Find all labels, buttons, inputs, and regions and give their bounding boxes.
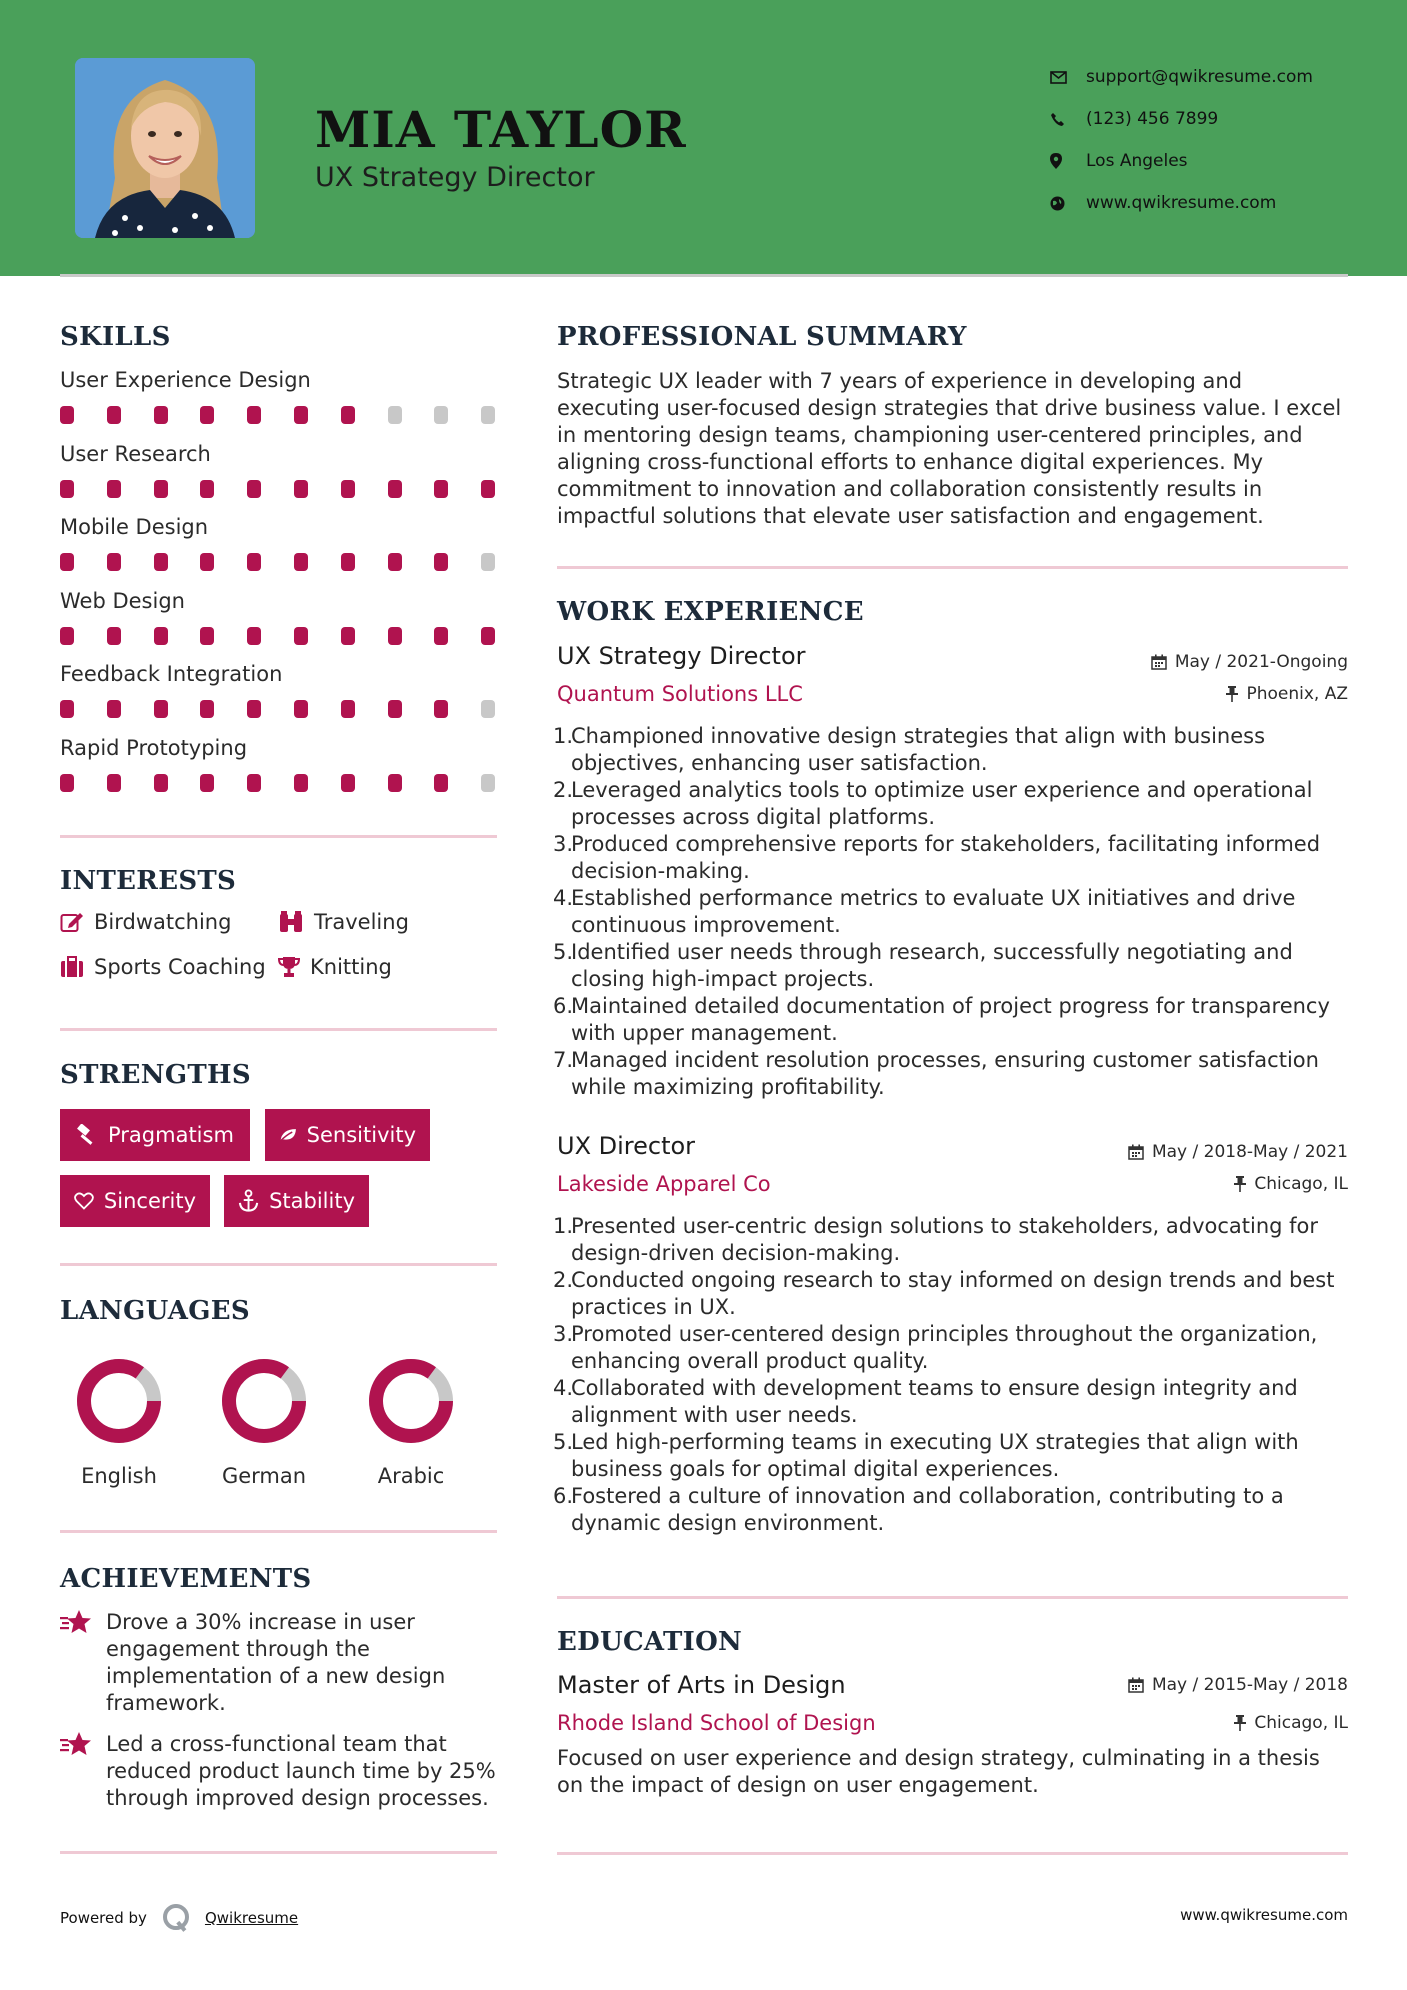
skill-dot-filled [200, 480, 214, 498]
skill-dot-filled [434, 774, 448, 792]
contact-list [1050, 56, 1313, 224]
map-pin-icon [1050, 153, 1086, 169]
bullet-number: 2. [553, 1268, 574, 1292]
summary-title: PROFESSIONAL SUMMARY [557, 322, 967, 352]
summary-divider [557, 566, 1348, 569]
skill-dot-filled [60, 700, 74, 718]
contact-email-text: support@qwikresume.com [1086, 67, 1313, 87]
achievements-title: ACHIEVEMENTS [60, 1564, 312, 1594]
contact-website[interactable] [1050, 182, 1313, 224]
job-dates [1151, 652, 1348, 672]
skill-name: User Research [60, 441, 211, 466]
job-bullet [553, 1429, 1347, 1483]
resume-header [0, 0, 1407, 276]
skill-dot-filled [107, 480, 121, 498]
bullet-number: 5. [553, 940, 574, 964]
skill-dot-filled [200, 700, 214, 718]
job-bullet [553, 993, 1347, 1047]
skill-dot-empty [434, 406, 448, 424]
bullet-text: Maintained detailed documentation of project progress for transparency with upper management. [571, 994, 1330, 1045]
job-company: Lakeside Apparel Co [557, 1172, 771, 1196]
skill-dot-filled [481, 627, 495, 645]
bullet-number: 5. [553, 1430, 574, 1454]
bullet-number: 1. [553, 724, 574, 748]
skill-dot-filled [107, 406, 121, 424]
pushpin-icon [1226, 686, 1238, 702]
bullet-text: Identified user needs through research, successfully negotiating and closing high-impact projects. [571, 940, 1293, 991]
summary-text: Strategic UX leader with 7 years of experience in developing and executing user-focused design strategies that drive business value. I excel in mentoring design teams, championing user-centered principles, and aligning cross-functional efforts to enhance digital experiences. My commitment to innovation and collaboration consistently results in impactful solutions that elevate user satisfaction and engagement. [557, 369, 1342, 528]
job-dates-text: May / 2021-Ongoing [1174, 652, 1348, 672]
strength-label: Stability [269, 1189, 355, 1213]
language-donut [219, 1356, 309, 1446]
language-donut [74, 1356, 164, 1446]
achievement-item [60, 1609, 500, 1717]
qwikresume-logo-icon [161, 1902, 193, 1934]
job-bullet [553, 723, 1347, 777]
skill-dot-filled [341, 627, 355, 645]
skill-dot-filled [200, 553, 214, 571]
skill-dot-filled [154, 627, 168, 645]
qwikresume-link[interactable]: Qwikresume [204, 1909, 299, 1927]
strength-badge [224, 1175, 369, 1227]
skill-dot-filled [60, 553, 74, 571]
interests-divider [60, 1028, 497, 1031]
skill-dot-filled [434, 627, 448, 645]
skill-rating [60, 553, 500, 571]
bullet-text: Promoted user-centered design principles throughout the organization, enhancing overall product quality. [571, 1322, 1318, 1373]
strength-label: Sincerity [103, 1189, 196, 1213]
bullet-text: Produced comprehensive reports for stakeholders, facilitating informed decision-making. [571, 832, 1321, 883]
bullet-number: 3. [553, 1322, 574, 1346]
pushpin-icon [1234, 1176, 1246, 1192]
profile-photo [75, 58, 255, 238]
skill-dot-filled [154, 774, 168, 792]
skill-dot-filled [388, 627, 402, 645]
skill-dot-filled [341, 480, 355, 498]
job-dates-text: May / 2018-May / 2021 [1151, 1142, 1348, 1162]
skill-name: User Experience Design [60, 368, 311, 392]
language-label: German [221, 1464, 307, 1488]
job-company: Quantum Solutions LLC [557, 682, 803, 706]
trophy-icon [278, 956, 300, 978]
contact-website-text: www.qwikresume.com [1086, 193, 1277, 213]
skill-dot-filled [60, 627, 74, 645]
language-donut [366, 1356, 456, 1446]
job-location [1226, 684, 1348, 704]
skill-dot-empty [388, 406, 402, 424]
pushpin-icon [1234, 1715, 1246, 1731]
bullet-text: Managed incident resolution processes, ensuring customer satisfaction while maximizing profitability. [571, 1048, 1319, 1099]
job-bullets [553, 1213, 1347, 1537]
contact-phone[interactable] [1050, 98, 1313, 140]
edit-icon [60, 911, 84, 933]
language-item [346, 1356, 476, 1488]
skill-dot-filled [60, 480, 74, 498]
skill-dot-filled [434, 553, 448, 571]
language-label: Arabic [377, 1464, 445, 1488]
job-bullet [553, 1483, 1347, 1537]
skill-dot-filled [107, 553, 121, 571]
skill-dot-filled [294, 553, 308, 571]
strength-badge [60, 1109, 250, 1161]
job-bullet [553, 1321, 1347, 1375]
job-bullets [553, 723, 1347, 1101]
contact-email[interactable] [1050, 56, 1313, 98]
skill-dot-empty [481, 700, 495, 718]
skill-rating [60, 627, 500, 645]
contact-location-text: Los Angeles [1086, 151, 1188, 171]
achievements-divider [60, 1851, 497, 1854]
interest-label: Sports Coaching [94, 955, 266, 979]
languages-title: LANGUAGES [60, 1296, 250, 1326]
education-title: EDUCATION [557, 1627, 743, 1657]
strength-label: Sensitivity [306, 1123, 416, 1147]
job-bullet [553, 777, 1347, 831]
education-dates [1128, 1675, 1348, 1695]
skill-dot-filled [247, 627, 261, 645]
bullet-text: Fostered a culture of innovation and collaboration, contributing to a dynamic design environment. [571, 1484, 1284, 1535]
skill-dot-filled [388, 700, 402, 718]
degree-title: Master of Arts in Design [557, 1671, 846, 1699]
skill-dot-filled [294, 700, 308, 718]
skill-dot-filled [434, 700, 448, 718]
bullet-text: Presented user-centric design solutions to stakeholders, advocating for design-driven decision-making. [571, 1214, 1319, 1265]
bullet-number: 6. [553, 994, 574, 1018]
skill-dot-empty [481, 553, 495, 571]
footer-brand [60, 1902, 298, 1934]
skill-dot-filled [200, 406, 214, 424]
skill-dot-filled [341, 553, 355, 571]
interest-label: Traveling [314, 910, 409, 934]
skill-name: Feedback Integration [60, 662, 283, 686]
bullet-text: Leveraged analytics tools to optimize user experience and operational processes across digital platforms. [571, 778, 1313, 829]
education-text: Focused on user experience and design strategy, culminating in a thesis on the impact of design on user engagement. [557, 1746, 1320, 1797]
bullet-number: 6. [553, 1484, 574, 1508]
calendar-icon [1151, 654, 1167, 670]
job-title: UX Director [557, 1132, 696, 1160]
bullet-text: Led high-performing teams in executing UX strategies that align with business goals for optimal digital experiences. [571, 1430, 1299, 1481]
candidate-name: MIA TAYLOR [315, 100, 687, 159]
job-bullet [553, 1213, 1347, 1267]
skill-dot-filled [60, 774, 74, 792]
skill-dot-filled [481, 480, 495, 498]
bullet-number: 4. [553, 886, 574, 910]
skill-dot-filled [200, 627, 214, 645]
skill-dot-filled [388, 553, 402, 571]
achievement-text: Drove a 30% increase in user engagement through the implementation of a new design framework. [106, 1610, 446, 1715]
skill-rating [60, 480, 500, 498]
skill-rating [60, 774, 500, 792]
skill-dot-filled [434, 480, 448, 498]
skills-title: SKILLS [60, 322, 171, 352]
interest-item [60, 910, 231, 934]
skill-name: Web Design [60, 588, 185, 613]
skill-name: Mobile Design [60, 515, 209, 539]
skill-rating [60, 700, 500, 718]
skills-divider [60, 835, 497, 838]
bullet-text: Established performance metrics to evaluate UX initiatives and drive continuous improvement. [571, 886, 1296, 937]
language-label: English [81, 1464, 157, 1488]
skill-dot-filled [341, 774, 355, 792]
briefcase-icon [60, 956, 84, 978]
job-bullet [553, 885, 1347, 939]
bullet-number: 3. [553, 832, 574, 856]
job-location-text: Chicago, IL [1254, 1174, 1348, 1194]
interest-label: Birdwatching [94, 910, 232, 934]
achievement-text: Led a cross-functional team that reduced product launch time by 25% through improved design processes. [106, 1732, 496, 1810]
skill-dot-filled [60, 406, 74, 424]
skill-dot-empty [481, 406, 495, 424]
strengths-title: STRENGTHS [60, 1060, 251, 1090]
binoculars-icon [278, 911, 304, 933]
skill-dot-filled [154, 700, 168, 718]
leaf-icon [279, 1125, 297, 1145]
globe-icon [1050, 196, 1086, 211]
contact-location [1050, 140, 1313, 182]
header-divider [60, 274, 1348, 277]
powered-by-text: Powered by [60, 1909, 147, 1927]
skill-name: Rapid Prototyping [60, 735, 248, 760]
skill-dot-filled [107, 627, 121, 645]
job-bullet [553, 939, 1347, 993]
contact-phone-text: (123) 456 7899 [1086, 109, 1219, 129]
work-title: WORK EXPERIENCE [557, 597, 864, 627]
phone-icon [1050, 112, 1086, 127]
bullet-number: 1. [553, 1214, 574, 1238]
education-location-text: Chicago, IL [1254, 1713, 1348, 1733]
skill-dot-filled [200, 774, 214, 792]
job-location [1234, 1174, 1348, 1194]
skill-dot-filled [154, 480, 168, 498]
skill-dot-filled [388, 480, 402, 498]
bullet-text: Collaborated with development teams to ensure design integrity and alignment with user needs. [571, 1376, 1298, 1427]
gavel-icon [74, 1124, 98, 1146]
school-name: Rhode Island School of Design [557, 1711, 876, 1735]
candidate-role: UX Strategy Director [315, 162, 595, 193]
job-location-text: Phoenix, AZ [1246, 684, 1348, 704]
skill-dot-filled [107, 774, 121, 792]
skill-dot-empty [481, 774, 495, 792]
skill-dot-filled [247, 406, 261, 424]
interest-item [60, 955, 266, 979]
calendar-icon [1128, 1144, 1144, 1160]
strength-badge [265, 1109, 430, 1161]
anchor-icon [238, 1189, 259, 1213]
language-item [199, 1356, 329, 1488]
education-divider [557, 1852, 1348, 1855]
skill-dot-filled [294, 627, 308, 645]
footer-site[interactable]: www.qwikresume.com [1180, 1906, 1348, 1924]
heart-icon [74, 1190, 94, 1212]
skill-dot-filled [341, 700, 355, 718]
bullet-text: Championed innovative design strategies that align with business objectives, enhancing user satisfaction. [571, 724, 1266, 775]
skill-dot-filled [294, 406, 308, 424]
skill-dot-filled [294, 480, 308, 498]
job-bullet [553, 831, 1347, 885]
languages-divider [60, 1530, 497, 1533]
skill-rating [60, 406, 500, 424]
star-icon [60, 1609, 92, 1635]
calendar-icon [1128, 1677, 1144, 1693]
work-divider [557, 1596, 1348, 1599]
strength-badge [60, 1175, 210, 1227]
interests-title: INTERESTS [60, 866, 237, 896]
bullet-number: 2. [553, 778, 574, 802]
skill-dot-filled [247, 480, 261, 498]
skill-dot-filled [154, 406, 168, 424]
skill-dot-filled [341, 406, 355, 424]
job-bullet [553, 1267, 1347, 1321]
interest-item [278, 955, 392, 979]
job-bullet [553, 1375, 1347, 1429]
strengths-divider [60, 1263, 497, 1266]
star-icon [60, 1731, 92, 1757]
skill-dot-filled [388, 774, 402, 792]
job-title: UX Strategy Director [557, 642, 806, 670]
interest-label: Knitting [310, 955, 392, 979]
achievement-item [60, 1731, 500, 1812]
skill-dot-filled [247, 774, 261, 792]
bullet-text: Conducted ongoing research to stay informed on design trends and best practices in UX. [571, 1268, 1335, 1319]
bullet-number: 4. [553, 1376, 574, 1400]
job-bullet [553, 1047, 1347, 1101]
skill-dot-filled [247, 700, 261, 718]
language-item [54, 1356, 184, 1488]
bullet-number: 7. [553, 1048, 574, 1072]
envelope-icon [1050, 71, 1086, 84]
strength-label: Pragmatism [108, 1123, 234, 1147]
education-dates-text: May / 2015-May / 2018 [1151, 1675, 1348, 1695]
skill-dot-filled [247, 553, 261, 571]
education-location [1234, 1713, 1348, 1733]
skill-dot-filled [107, 700, 121, 718]
job-dates [1128, 1142, 1348, 1162]
interest-item [278, 910, 409, 934]
skill-dot-filled [154, 553, 168, 571]
skill-dot-filled [294, 774, 308, 792]
